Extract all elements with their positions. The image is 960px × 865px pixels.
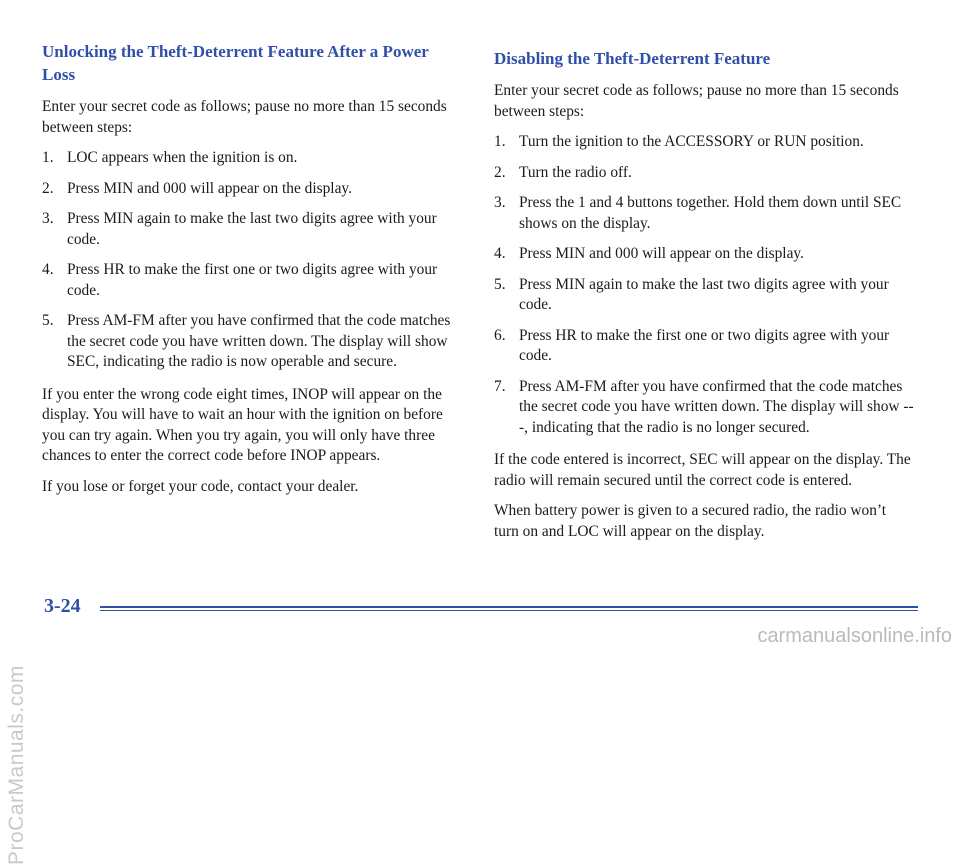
- footer-rule-thin: [100, 610, 918, 611]
- list-item: 3. Press MIN again to make the last two digits agree with your code.: [42, 210, 437, 248]
- steps-list: [42, 148, 454, 373]
- right-column: [494, 47, 914, 552]
- list-item: 3. Press the 1 and 4 buttons together. Hold them down until SEC shows on the display.: [494, 194, 902, 232]
- list-item: 1. Turn the ignition to the ACCESSORY or RUN position.: [494, 133, 864, 150]
- battery-power-paragraph: When battery power is given to a secured radio, the radio won’t turn on and LOC will appear on the display.: [494, 502, 887, 540]
- page-number: 3-24: [44, 595, 81, 617]
- bottom-watermark: carmanualsonline.info: [757, 625, 952, 647]
- list-item: 5. Press MIN again to make the last two digits agree with your code.: [494, 275, 889, 313]
- list-item: 4. Press HR to make the first one or two digits agree with your code.: [42, 261, 438, 299]
- list-item: 2. Press MIN and 000 will appear on the display.: [42, 179, 352, 197]
- side-watermark: ProCarManuals.com: [5, 665, 28, 865]
- intro-paragraph: Enter your secret code as follows; pause no more than 15 seconds between steps:: [494, 82, 899, 120]
- list-item: 6. Press HR to make the first one or two digits agree with your code.: [494, 326, 890, 364]
- section-heading-disabling: Disabling the Theft-Deterrent Feature: [494, 49, 771, 68]
- list-item: 7. Press AM-FM after you have confirmed that the code matches the secret code you have written down. The display will show ---, indicating that the radio is no longer secured.: [494, 377, 914, 436]
- section-heading-unlocking: Unlocking the Theft-Deterrent Feature After a Power Loss: [42, 42, 429, 84]
- footer-rule: [100, 606, 918, 608]
- left-column: [42, 40, 454, 507]
- list-item: 5. Press AM-FM after you have confirmed that the code matches the secret code you have written down. The display will show SEC, indicating the radio is now operable and secure.: [42, 312, 451, 370]
- intro-paragraph: Enter your secret code as follows; pause no more than 15 seconds between steps:: [42, 98, 447, 136]
- lose-code-paragraph: If you lose or forget your code, contact your dealer.: [42, 477, 359, 495]
- list-item: 1. LOC appears when the ignition is on.: [42, 149, 298, 166]
- wrong-code-paragraph: If you enter the wrong code eight times, INOP will appear on the display. You will have to wait an hour with the ignition on before you can try again. When you try again, you will only have three chances to enter the correct code before INOP appears.: [42, 385, 443, 464]
- steps-list: [494, 132, 914, 438]
- list-item: 4. Press MIN and 000 will appear on the display.: [494, 245, 804, 262]
- list-item: 2. Turn the radio off.: [494, 163, 632, 181]
- incorrect-code-paragraph: If the code entered is incorrect, SEC will appear on the display. The radio will remain secured until the correct code is entered.: [494, 451, 911, 489]
